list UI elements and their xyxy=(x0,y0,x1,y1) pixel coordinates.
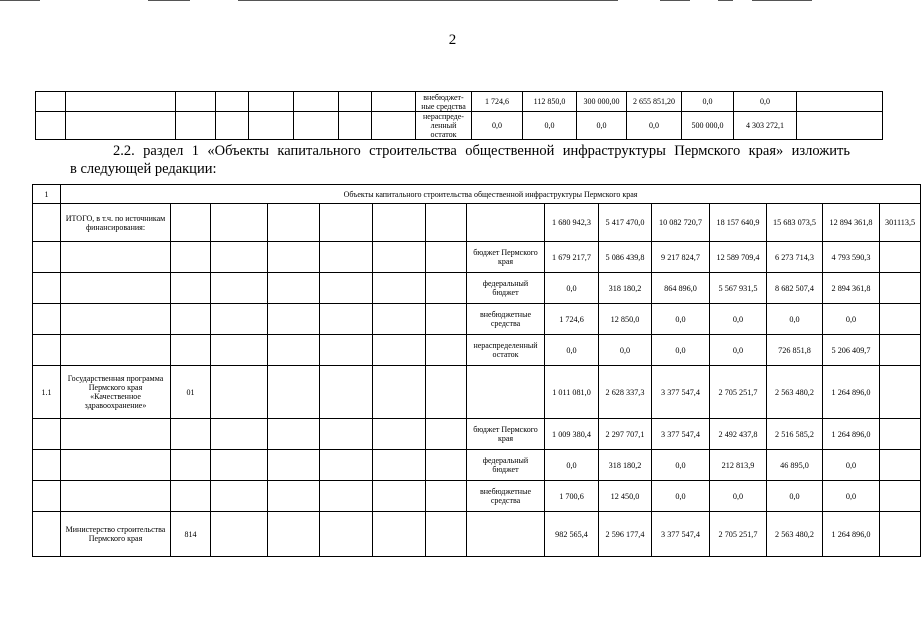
value-cell: 12 450,0 xyxy=(599,481,652,512)
value-cell xyxy=(880,273,921,304)
row-name: ИТОГО, в т.ч. по источникам финансирования: xyxy=(61,204,171,242)
value-cell: 0,0 xyxy=(652,450,710,481)
row-code xyxy=(171,419,211,450)
value-cell: 0,0 xyxy=(682,92,734,112)
value-cell: 0,0 xyxy=(767,481,823,512)
value-cell: 1 724,6 xyxy=(545,304,599,335)
row-code xyxy=(171,204,211,242)
value-cell: 0,0 xyxy=(734,92,797,112)
value-cell: 0,0 xyxy=(599,335,652,366)
row-number xyxy=(33,304,61,335)
source-cell: федеральный бюджет xyxy=(467,450,545,481)
row-code xyxy=(171,481,211,512)
value-cell: 1 011 081,0 xyxy=(545,366,599,419)
value-cell: 2 705 251,7 xyxy=(710,366,767,419)
row-code: 814 xyxy=(171,512,211,557)
value-cell: 1 264 896,0 xyxy=(823,366,880,419)
source-cell xyxy=(467,366,545,419)
value-cell: 1 264 896,0 xyxy=(823,512,880,557)
value-cell xyxy=(797,112,883,140)
value-cell: 864 896,0 xyxy=(652,273,710,304)
paragraph-line: в следующей редакции: xyxy=(70,161,217,177)
source-cell: бюджет Пермского края xyxy=(467,419,545,450)
source-cell xyxy=(467,512,545,557)
source-cell: федеральный бюджет xyxy=(467,273,545,304)
value-cell xyxy=(797,92,883,112)
row-number xyxy=(33,335,61,366)
row-number: 1.1 xyxy=(33,366,61,419)
row-code: 01 xyxy=(171,366,211,419)
value-cell xyxy=(880,512,921,557)
value-cell: 1 700,6 xyxy=(545,481,599,512)
row-name xyxy=(61,273,171,304)
value-cell: 1 264 896,0 xyxy=(823,419,880,450)
value-cell: 726 851,8 xyxy=(767,335,823,366)
value-cell: 0,0 xyxy=(710,335,767,366)
value-cell: 8 682 507,4 xyxy=(767,273,823,304)
table-row xyxy=(33,366,921,419)
table-row xyxy=(33,419,921,450)
value-cell: 2 492 437,8 xyxy=(710,419,767,450)
row-number xyxy=(33,204,61,242)
value-cell: 5 206 409,7 xyxy=(823,335,880,366)
paragraph-line: 2.2. раздел 1 «Объекты капитального строительства общественной инфраструктуры Пермского края» изложить xyxy=(113,143,850,159)
source-cell xyxy=(467,204,545,242)
row-number xyxy=(33,481,61,512)
value-cell: 0,0 xyxy=(710,304,767,335)
value-cell xyxy=(880,304,921,335)
row-name: Министерство строительства Пермского края xyxy=(61,512,171,557)
row-name xyxy=(61,419,171,450)
value-cell: 982 565,4 xyxy=(545,512,599,557)
value-cell: 2 596 177,4 xyxy=(599,512,652,557)
capital-construction-table xyxy=(32,184,921,557)
value-cell: 1 724,6 xyxy=(472,92,523,112)
value-cell: 0,0 xyxy=(545,335,599,366)
table-row xyxy=(33,450,921,481)
value-cell: 2 894 361,8 xyxy=(823,273,880,304)
value-cell: 5 417 470,0 xyxy=(599,204,652,242)
value-cell: 15 683 073,5 xyxy=(767,204,823,242)
value-cell: 318 180,2 xyxy=(599,450,652,481)
source-cell: внебюджет-ные средства xyxy=(416,92,472,112)
value-cell: 0,0 xyxy=(577,112,627,140)
value-cell: 18 157 640,9 xyxy=(710,204,767,242)
table-row xyxy=(36,92,883,112)
value-cell: 3 377 547,4 xyxy=(652,419,710,450)
value-cell: 0,0 xyxy=(652,304,710,335)
value-cell: 0,0 xyxy=(823,481,880,512)
source-cell: внебюджетные средства xyxy=(467,304,545,335)
value-cell: 9 217 824,7 xyxy=(652,242,710,273)
page-number: 2 xyxy=(448,32,457,48)
source-cell: нераспреде-ленный остаток xyxy=(416,112,472,140)
table-row xyxy=(33,335,921,366)
row-number xyxy=(33,273,61,304)
row-name: Государственная программа Пермского края «Качественное здравоохранение» xyxy=(61,366,171,419)
continuation-table xyxy=(35,91,883,140)
value-cell: 500 000,0 xyxy=(682,112,734,140)
value-cell: 112 850,0 xyxy=(523,92,577,112)
value-cell: 2 563 480,2 xyxy=(767,512,823,557)
value-cell: 0,0 xyxy=(823,304,880,335)
value-cell: 0,0 xyxy=(523,112,577,140)
source-cell: бюджет Пермского края xyxy=(467,242,545,273)
value-cell: 0,0 xyxy=(710,481,767,512)
value-cell xyxy=(880,419,921,450)
table-row xyxy=(33,304,921,335)
value-cell: 3 377 547,4 xyxy=(652,366,710,419)
value-cell: 0,0 xyxy=(545,450,599,481)
row-code xyxy=(171,335,211,366)
row-name xyxy=(61,304,171,335)
value-cell: 2 655 851,20 xyxy=(627,92,682,112)
value-cell: 1 680 942,3 xyxy=(545,204,599,242)
source-cell: внебюджетные средства xyxy=(467,481,545,512)
row-name xyxy=(61,450,171,481)
row-number xyxy=(33,450,61,481)
amendment-paragraph xyxy=(70,142,850,178)
value-cell: 4 793 590,3 xyxy=(823,242,880,273)
value-cell xyxy=(880,450,921,481)
value-cell xyxy=(880,366,921,419)
value-cell: 300 000,00 xyxy=(577,92,627,112)
value-cell: 10 082 720,7 xyxy=(652,204,710,242)
table-row xyxy=(36,112,883,140)
row-code xyxy=(171,304,211,335)
value-cell: 12 589 709,4 xyxy=(710,242,767,273)
table-row xyxy=(33,512,921,557)
row-name xyxy=(61,481,171,512)
table-row xyxy=(33,273,921,304)
value-cell xyxy=(880,481,921,512)
row-code xyxy=(171,450,211,481)
source-cell: нераспределенный остаток xyxy=(467,335,545,366)
value-cell: 0,0 xyxy=(627,112,682,140)
row-number xyxy=(33,242,61,273)
value-cell: 1 679 217,7 xyxy=(545,242,599,273)
value-cell: 4 303 272,1 xyxy=(734,112,797,140)
value-cell: 2 705 251,7 xyxy=(710,512,767,557)
value-cell: 2 563 480,2 xyxy=(767,366,823,419)
value-cell: 212 813,9 xyxy=(710,450,767,481)
value-cell: 3 377 547,4 xyxy=(652,512,710,557)
value-cell: 301113,5 xyxy=(880,204,921,242)
row-number xyxy=(33,512,61,557)
value-cell: 2 628 337,3 xyxy=(599,366,652,419)
table-row xyxy=(33,242,921,273)
value-cell: 0,0 xyxy=(823,450,880,481)
section-header-row xyxy=(33,185,921,204)
value-cell: 0,0 xyxy=(652,481,710,512)
value-cell: 5 086 439,8 xyxy=(599,242,652,273)
value-cell: 12 894 361,8 xyxy=(823,204,880,242)
value-cell: 0,0 xyxy=(767,304,823,335)
value-cell xyxy=(880,242,921,273)
row-name xyxy=(61,335,171,366)
table-row xyxy=(33,481,921,512)
value-cell: 2 297 707,1 xyxy=(599,419,652,450)
value-cell: 12 850,0 xyxy=(599,304,652,335)
row-code xyxy=(171,242,211,273)
value-cell: 5 567 931,5 xyxy=(710,273,767,304)
value-cell: 0,0 xyxy=(472,112,523,140)
value-cell xyxy=(880,335,921,366)
value-cell: 46 895,0 xyxy=(767,450,823,481)
value-cell: 1 009 380,4 xyxy=(545,419,599,450)
value-cell: 2 516 585,2 xyxy=(767,419,823,450)
scan-top-edge xyxy=(0,0,905,2)
row-name xyxy=(61,242,171,273)
value-cell: 0,0 xyxy=(545,273,599,304)
row-number xyxy=(33,419,61,450)
value-cell: 6 273 714,3 xyxy=(767,242,823,273)
table-row xyxy=(33,204,921,242)
row-code xyxy=(171,273,211,304)
section-number: 1 xyxy=(33,185,61,204)
value-cell: 318 180,2 xyxy=(599,273,652,304)
value-cell: 0,0 xyxy=(652,335,710,366)
section-title: Объекты капитального строительства общественной инфраструктуры Пермского края xyxy=(61,185,921,204)
